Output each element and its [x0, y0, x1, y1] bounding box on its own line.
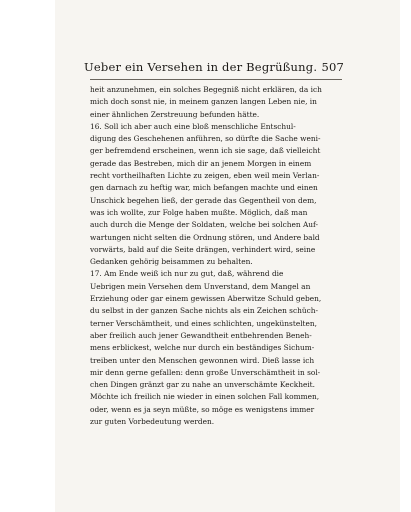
body-text	[90, 84, 352, 428]
text-line: treiben unter den Menschen gewonnen wird. Dieß lasse ich	[90, 355, 315, 365]
text-line: mir denn gerne gefallen: denn große Unverschämtheit in sol-	[90, 367, 321, 377]
text-line: Erziehung oder gar einem gewissen Aberwitze Schuld geben,	[90, 294, 322, 304]
header-rule	[90, 79, 342, 80]
text-line: Unschick begehen ließ, der gerade das Gegentheil von dem,	[90, 195, 317, 205]
text-line: was ich wollte, zur Folge haben mußte. Möglich, daß man	[90, 207, 308, 217]
text-line: chen Dingen gränzt gar zu nahe an unverschämte Keckheit.	[90, 380, 316, 390]
text-line: mens erblickest, welche nur durch ein beständiges Sichum-	[90, 343, 315, 353]
text-line: aber freilich auch jener Gewandtheit entbehrenden Beneh-	[90, 330, 312, 340]
text-line: ger befremdend erscheinen, wenn ich sie sage, daß vielleicht	[90, 146, 321, 156]
text-line: 17. Am Ende weiß ich nur zu gut, daß, während die	[90, 269, 284, 279]
text-line: Gedanken gehörig beisammen zu behalten.	[90, 257, 253, 267]
text-line: mich doch sonst nie, in meinem ganzen langen Leben nie, in	[90, 97, 317, 107]
text-line: terner Verschämtheit, und eines schlichten, ungekünstelten,	[90, 318, 318, 328]
running-title: Ueber ein Versehen in der Begrüßung.	[84, 60, 318, 74]
text-line: gerade das Bestreben, mich dir an jenem Morgen in einem	[90, 158, 312, 168]
text-line: Möchte ich freilich nie wieder in einen solchen Fall kommen,	[90, 392, 320, 402]
text-line: du selbst in der ganzen Sache nichts als ein Zeichen schüch-	[90, 306, 319, 316]
text-line: Uebrigen mein Versehen dem Unverstand, dem Mangel an	[90, 281, 311, 291]
text-line: wartungen nicht selten die Ordnung stören, und Andere bald	[90, 232, 320, 242]
text-line: oder, wenn es ja seyn müßte, so möge es wenigstens immer	[90, 404, 315, 414]
text-line: recht vortheilhaften Lichte zu zeigen, eben weil mein Verlan-	[90, 171, 320, 181]
text-line: gen darnach zu heftig war, mich befangen machte und einen	[90, 183, 318, 193]
text-line: zur guten Vorbedeutung werden.	[90, 417, 215, 427]
text-line: 16. Soll ich aber auch eine bloß menschliche Entschul-	[90, 121, 296, 131]
text-line: heit anzunehmen, ein solches Begegniß nicht erklären, da ich	[90, 85, 322, 94]
running-header	[84, 60, 344, 78]
page-number: 507	[321, 60, 344, 74]
text-line: vorwärts, bald auf die Seite drängen, verhindert wird, seine	[90, 244, 316, 254]
text-line: einer ähnlichen Zerstreuung befunden hätte.	[90, 109, 260, 119]
text-line: digung des Geschehenen anführen, so dürfte die Sache weni-	[90, 134, 321, 144]
text-line: auch durch die Menge der Soldaten, welche bei solchen Auf-	[90, 220, 319, 230]
